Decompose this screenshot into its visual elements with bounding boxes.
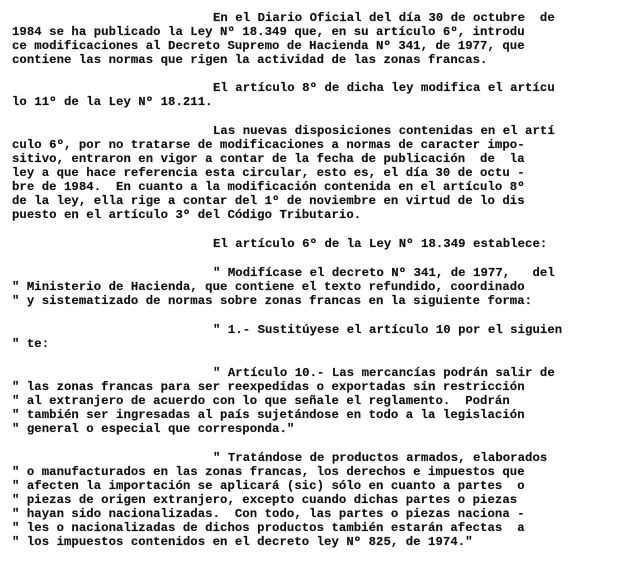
text-line: " Modifícase el decreto Nº 341, de 1977, del — [213, 266, 555, 280]
text-line: " afecten la importación se aplicará (sic) sólo en cuanto a partes o — [12, 479, 525, 493]
text-line: ley a que hace referencia esta circular, esto es, el día 30 de octu - — [12, 166, 525, 180]
text-line: " al extranjero de acuerdo con lo que señale el reglamento. Podrán — [12, 394, 510, 408]
text-line: 1984 se ha publicado la Ley Nº 18.349 que, en su artículo 6º, introdu — [12, 25, 525, 39]
text-line: El artículo 6º de la Ley Nº 18.349 establece: — [213, 237, 548, 251]
text-line: sitivo, entraron en vigor a contar de la fecha de publicación de la — [12, 152, 525, 166]
text-line: " también ser ingresadas al país sujetándose en todo a la legislación — [12, 408, 525, 422]
text-line: " general o especial que corresponda." — [12, 422, 295, 436]
text-line: " 1.- Sustitúyese el artículo 10 por el siguien — [213, 323, 563, 337]
text-line: " piezas de origen extranjero, excepto cuando dichas partes o piezas — [12, 493, 518, 507]
text-line: " te: — [12, 337, 50, 351]
text-line: bre de 1984. En cuanto a la modificación contenida en el artículo 8º — [12, 180, 525, 194]
text-line: " Tratándose de productos armados, elaborados — [213, 451, 548, 465]
text-line: ce modificaciones al Decreto Supremo de Hacienda Nº 341, de 1977, que — [12, 39, 525, 53]
text-line: " les o nacionalizadas de dichos productos también estarán afectas a — [12, 521, 525, 535]
text-line: contiene las normas que rigen la actividad de las zonas francas. — [12, 53, 488, 67]
text-line: " o manufacturados en las zonas francas, los derechos e impuestos que — [12, 465, 525, 479]
text-line: puesto en el artículo 3º del Código Tributario. — [12, 208, 362, 222]
text-line: " los impuestos contenidos en el decreto ley Nº 825, de 1974." — [12, 535, 473, 549]
text-line: lo 11º de la Ley Nº 18.211. — [12, 95, 213, 109]
text-line: " Artículo 10.- Las mercancías podrán salir de — [213, 366, 555, 380]
text-line: Las nuevas disposiciones contenidas en el artí — [213, 124, 555, 138]
text-line: " y sistematizado de normas sobre zonas francas en la siguiente forma: — [12, 294, 533, 308]
text-line: " Ministerio de Hacienda, que contiene el texto refundido, coordinado — [12, 280, 525, 294]
text-line: culo 6º, por no tratarse de modificaciones a normas de caracter impo- — [12, 138, 525, 152]
text-line: de la ley, ella rige a contar del 1º de noviembre en virtud de lo dis — [12, 194, 525, 208]
text-line: En el Diario Oficial del día 30 de octubre de — [213, 11, 555, 25]
text-line: El artículo 8º de dicha ley modifica el artícu — [213, 81, 555, 95]
text-line: " las zonas francas para ser reexpedidas o exportadas sin restricción — [12, 380, 525, 394]
text-line: " hayan sido nacionalizadas. Con todo, las partes o piezas naciona - — [12, 507, 525, 521]
